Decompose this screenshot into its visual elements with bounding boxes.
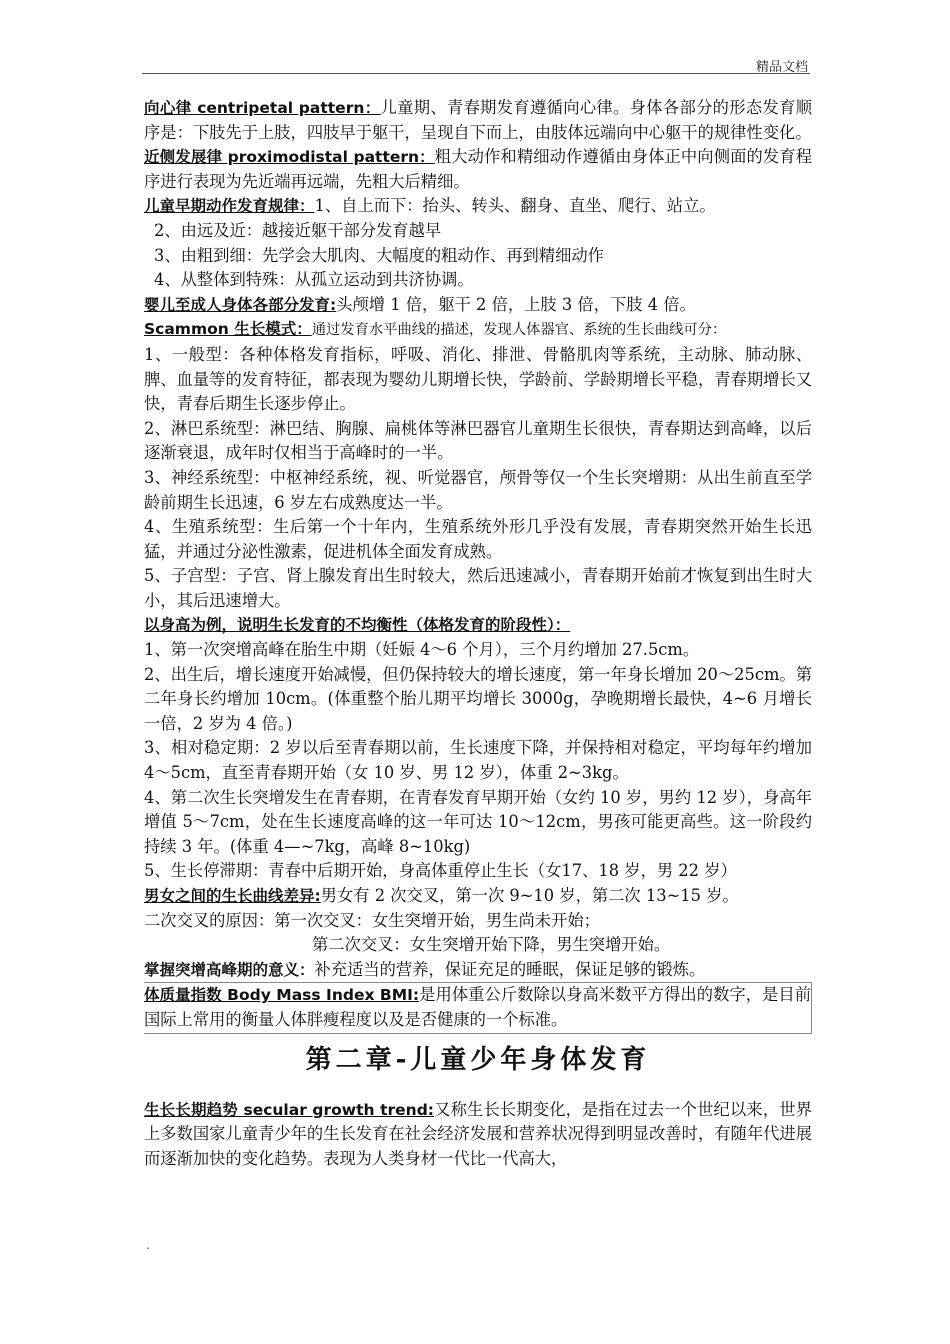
gender-curve-line: 第二次交叉：女生突增开始下降，男生突增开始。 (312, 935, 671, 955)
term-scammon: Scammon 生长模式： (144, 320, 312, 339)
scammon-item: 1、一般型：各种体格发育指标，呼吸、消化、排泄、骨骼肌肉等系统，主动脉、肺动脉、脾、血量等的发育特征，都表现为婴幼儿期增长快，学龄前、学龄期增长平稳，青春期增长又快，青春后期生长逐步停止。 (144, 344, 812, 414)
term-motor-rules: 儿童早期动作发育规律： (144, 197, 315, 216)
paragraph-height-stages (144, 613, 812, 638)
text-centripetal: 儿童期、青春期发育遵循向心律。身体各部分的形态发育顺序是：下肢先于上肢，四肢早于躯干，呈现自下而上，由肢体远端向中心躯干的规律性变化。 (144, 98, 812, 142)
text-motor-rule-1: 1、自上而下：抬头、转头、翻身、直坐、爬行、站立。 (314, 196, 716, 216)
text-scammon: 通过发育水平曲线的描述，发现人体器官、系统的生长曲线可分： (311, 322, 727, 339)
term-body-parts: 婴儿至成人身体各部分发育: (144, 295, 337, 314)
motor-rule-item: 2、由远及近：越接近躯干部分发育越早 (154, 220, 442, 240)
paragraph-body-parts (144, 293, 812, 318)
scammon-item: 2、淋巴系统型：淋巴结、胸腺、扁桃体等淋巴器官儿童期生长很快，青春期达到高峰，以后逐渐衰退，成年时仅相当于高峰时的一半。 (144, 418, 812, 463)
motor-rule-item: 3、由粗到细：先学会大肌肉、大幅度的粗动作、再到精细动作 (154, 245, 604, 265)
height-stage-item: 3、相对稳定期：2 岁以后至青春期以前，生长速度下降，并保持相对稳定，平均每年约增加 4～5cm，直至青春期开始（女 10 岁、男 12 岁），体重 2~3kg。 (144, 738, 812, 783)
page-header (142, 56, 810, 74)
term-gender-curve: 男女之间的生长曲线差异: (144, 887, 321, 905)
term-secular-trend: 生长长期趋势 secular growth trend: (144, 1100, 434, 1119)
document-body (144, 96, 812, 1171)
height-stage-item: 2、出生后，增长速度开始减慢，但仍保持较大的增长速度，第一年身长增加 20～25cm。第二年身长约增加 10cm。(体重整个胎儿期平均增长 3000g，孕晚期增长最快，4~6 月增长一倍，2 岁为 4 倍。) (144, 664, 812, 733)
gender-curve-line: 二次交叉的原因：第一次交叉：女生突增开始，男生尚未开始； (144, 910, 600, 930)
scammon-item: 4、生殖系统型：生后第一个十年内，生殖系统外形几乎没有发展，青春期突然开始生长迅猛，并通过分泌性激素，促进机体全面发育成熟。 (144, 517, 812, 561)
text-body-parts: 头颅增 1 倍，躯干 2 倍，上肢 3 倍，下肢 4 倍。 (336, 294, 696, 314)
text-peak-meaning: 补充适当的营养，保证充足的睡眠，保证足够的锻炼。 (314, 959, 706, 979)
paragraph-gender-curve (144, 884, 812, 909)
paragraph-proximodistal (144, 145, 812, 194)
paragraph-peak-meaning (144, 958, 812, 983)
height-stage-item: 4、第二次生长突增发生在青春期，在青春发育早期开始（女约 10 岁，男约 12 岁），身高年增值 5～7cm，处在生长速度高峰的这一年可达 10～12cm，男孩可能更高些。这一阶段约持续 3 年。(体重 4—~7kg，高峰 8~10kg) (144, 787, 812, 856)
term-centripetal: 向心律 centripetal pattern： (144, 99, 381, 117)
paragraph-scammon (144, 317, 812, 343)
header-label: 精品文档 (755, 60, 808, 75)
text-gender-curve: 男女有 2 次交叉，第一次 9~10 岁，第二次 13~15 岁。 (320, 886, 739, 905)
paragraph-centripetal (144, 96, 812, 145)
text-proximodistal: 粗大动作和精细动作遵循由身体正中向侧面的发育程序进行表现为先近端再远端，先粗大后精细。 (144, 147, 812, 191)
term-height-stages: 以身高为例，说明生长发育的不均衡性（体格发育的阶段性）： (144, 616, 571, 635)
text-bmi: 是用体重公斤数除以身高米数平方得出的数字，是目前国际上常用的衡量人体胖瘦程度以及是否健康的一个标准。 (144, 985, 811, 1029)
text-secular-trend: 又称生长长期变化，是指在过去一个世纪以来，世界上多数国家儿童青少年的生长发育在社会经济发展和营养状况得到明显改善时，有随年代进展而逐渐加快的变化趋势。表现为人类身材一代比一代高大， (144, 1099, 812, 1168)
scammon-item: 3、神经系统型：中枢神经系统，视、听觉器官，颅骨等仅一个生长突增期：从出生前直至学龄前期生长迅速，6 岁左右成熟度达一半。 (144, 467, 812, 512)
footer-mark: . (146, 1238, 150, 1252)
scammon-item: 5、子宫型：子宫、肾上腺发育出生时较大，然后迅速减小，青春期开始前才恢复到出生时大小，其后迅速增大。 (144, 566, 812, 610)
height-stage-item: 5、生长停滞期：青春中后期开始，身高体重停止生长（女17、18 岁，男 22 岁） (144, 861, 737, 881)
motor-rule-item: 4、从整体到特殊：从孤立运动到共济协调。 (154, 270, 474, 290)
paragraph-motor-rules (144, 194, 812, 219)
term-proximodistal: 近侧发展律 proximodistal pattern： (144, 148, 435, 167)
paragraph-bmi (144, 982, 812, 1033)
chapter-title: 第二章-儿童少年身体发育 (305, 1044, 651, 1075)
paragraph-secular-trend (144, 1098, 812, 1172)
term-bmi: 体质量指数 Body Mass Index BMI: (144, 986, 420, 1005)
term-peak-meaning: 掌握突增高峰期的意义： (144, 960, 315, 979)
height-stage-item: 1、第一次突增高峰在胎生中期（妊娠 4～6 个月），三个月约增加 27.5cm。 (144, 640, 700, 660)
